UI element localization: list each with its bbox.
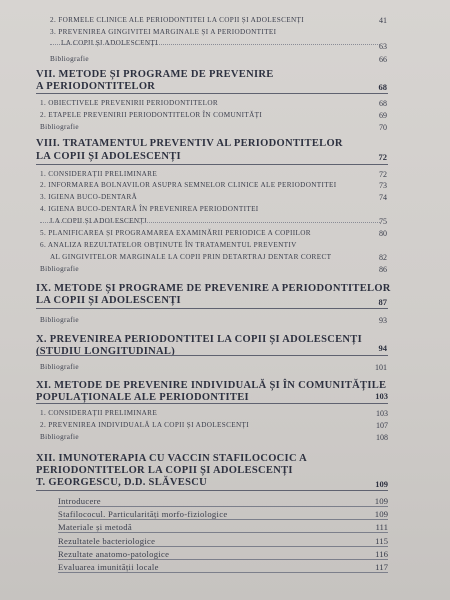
item-rule [58, 559, 388, 560]
toc-page-number: 41 [379, 16, 387, 25]
toc-page-number: 115 [375, 536, 388, 546]
dot-leader [40, 222, 380, 223]
toc-page-number: 109 [374, 496, 388, 506]
toc-item: 1. CONSIDERAȚII PRELIMINARE [40, 170, 158, 178]
toc-page-number: 109 [375, 479, 388, 489]
chapter-heading: VIII. TRATAMENTUL PREVENTIV AL PERIODONTITELOR [36, 138, 343, 149]
toc-item: 3. PREVENIREA GINGIVITEI MARGINALE ȘI A PERIODONTITEI [50, 28, 277, 36]
toc-page-number: 72 [378, 152, 387, 162]
toc-bibliography: Bibliografie [40, 363, 79, 371]
chapter-rule [36, 403, 388, 404]
toc-item: 1. OBIECTIVELE PREVENIRII PERIODONTITELOR [40, 99, 219, 107]
chapter-heading: IX. METODE ȘI PROGRAME DE PREVENIRE A PERIODONTITELOR [36, 283, 391, 294]
toc-page-number: 107 [376, 421, 388, 430]
toc-page-number: 72 [379, 170, 387, 179]
toc-item: LA COPII ȘI ADOLESCENȚI [50, 217, 147, 225]
toc-item: Rezultatele bacteriologice [58, 536, 156, 546]
toc-page-number: 80 [379, 229, 387, 238]
chapter-rule [36, 164, 388, 165]
chapter-rule [36, 308, 388, 309]
chapter-rule [36, 490, 388, 491]
toc-page-number: 74 [379, 193, 387, 202]
toc-page-number: 82 [379, 253, 387, 262]
toc-item: 2. PREVENIREA INDIVIDUALĂ LA COPII ȘI ADOLESCENȚI [40, 421, 250, 429]
toc-item: 2. ETAPELE PREVENIRII PERIODONTITELOR ÎN COMUNITĂȚI [40, 111, 263, 119]
toc-item: Materiale și metodă [58, 522, 132, 532]
chapter-rule [36, 93, 388, 94]
toc-page-number: 68 [379, 99, 387, 108]
toc-page-number: 63 [379, 42, 387, 51]
chapter-rule [36, 355, 388, 356]
item-rule [58, 546, 388, 547]
toc-page-number: 70 [379, 123, 387, 132]
toc-page-number: 117 [375, 562, 388, 572]
toc-item: Evaluarea imunității locale [58, 562, 159, 572]
toc-page-number: 73 [379, 181, 387, 190]
chapter-heading: XII. IMUNOTERAPIA CU VACCIN STAFILOCOCIC A [36, 453, 308, 464]
toc-item: Rezultate anatomo-patologice [58, 549, 170, 559]
chapter-heading: VII. METODE ȘI PROGRAME DE PREVENIRE [36, 69, 274, 80]
toc-item: 4. IGIENA BUCO-DENTARĂ ÎN PREVENIREA PERIODONTITEI [40, 205, 259, 213]
item-rule [58, 519, 388, 520]
toc-bibliography: Bibliografie [40, 316, 79, 324]
toc-page-number: 86 [379, 265, 387, 274]
toc-bibliography: Bibliografie [40, 433, 79, 441]
chapter-heading: (STUDIU LONGITUDINAL) [36, 346, 176, 357]
toc-page-number: 69 [379, 111, 387, 120]
toc-item: Stafilococul. Particularități morfo-fiziologice [58, 509, 228, 519]
toc-page-number: 111 [375, 522, 388, 532]
toc-item: LA COPII ȘI ADOLESCENȚI [61, 39, 158, 47]
toc-page-number: 116 [375, 549, 388, 559]
toc-page-number: 103 [376, 409, 388, 418]
toc-page-number: 93 [379, 316, 387, 325]
toc-bibliography: Bibliografie [40, 265, 79, 273]
toc-page-number: 87 [378, 297, 387, 307]
chapter-heading: LA COPII ȘI ADOLESCENȚI [36, 151, 181, 162]
toc-item: 2. INFORMAREA BOLNAVILOR ASUPRA SEMNELOR CLINICE ALE PERIODONTITEI [40, 181, 337, 189]
toc-page-number: 94 [378, 343, 387, 353]
toc-page-number: 66 [379, 55, 387, 64]
chapter-heading: LA COPII ȘI ADOLESCENȚI [36, 295, 181, 306]
toc-bibliography: Bibliografie [50, 55, 89, 63]
chapter-heading: A PERIODONTITELOR [36, 81, 156, 92]
toc-page-number: 103 [375, 391, 388, 401]
toc-item: 3. IGIENA BUCO-DENTARĂ [40, 193, 138, 201]
chapter-heading: XI. METODE DE PREVENIRE INDIVIDUALĂ ȘI ÎN COMUNITĂȚILE [36, 380, 387, 391]
toc-page-number: 75 [379, 217, 387, 226]
chapter-heading: X. PREVENIREA PERIODONTITEI LA COPII ȘI ADOLESCENȚI [36, 334, 362, 345]
item-rule [58, 572, 388, 573]
toc-item: 6. ANALIZA REZULTATELOR OBȚINUTE ÎN TRATAMENTUL PREVENTIV [40, 241, 297, 249]
toc-page-number: 108 [376, 433, 388, 442]
toc-page-number: 68 [378, 82, 387, 92]
toc-item: 5. PLANIFICAREA ȘI PROGRAMAREA EXAMINĂRII PERIODICE A COPIILOR [40, 229, 311, 237]
toc-page-number: 101 [375, 363, 387, 372]
chapter-heading: PERIODONTITELOR LA COPII ȘI ADOLESCENȚI [36, 465, 293, 476]
dot-leader [50, 44, 380, 45]
toc-item: AL GINGIVITELOR MARGINALE LA COPII PRIN DETARTRAJ DENTAR CORECT [50, 253, 332, 261]
chapter-heading: POPULAȚIONALE ALE PERIODONTITEI [36, 392, 249, 403]
toc-page-number: 109 [374, 509, 388, 519]
toc-item: 1. CONSIDERAȚII PRELIMINARE [40, 409, 158, 417]
item-rule [58, 532, 388, 533]
toc-item: 2. FORMELE CLINICE ALE PERIODONTITEI LA COPII ȘI ADOLESCENȚI [50, 16, 304, 24]
chapter-author: T. GEORGESCU, D.D. SLĂVESCU [36, 477, 207, 488]
item-rule [58, 506, 388, 507]
toc-item: Introducere [58, 496, 101, 506]
toc-bibliography: Bibliografie [40, 123, 79, 131]
